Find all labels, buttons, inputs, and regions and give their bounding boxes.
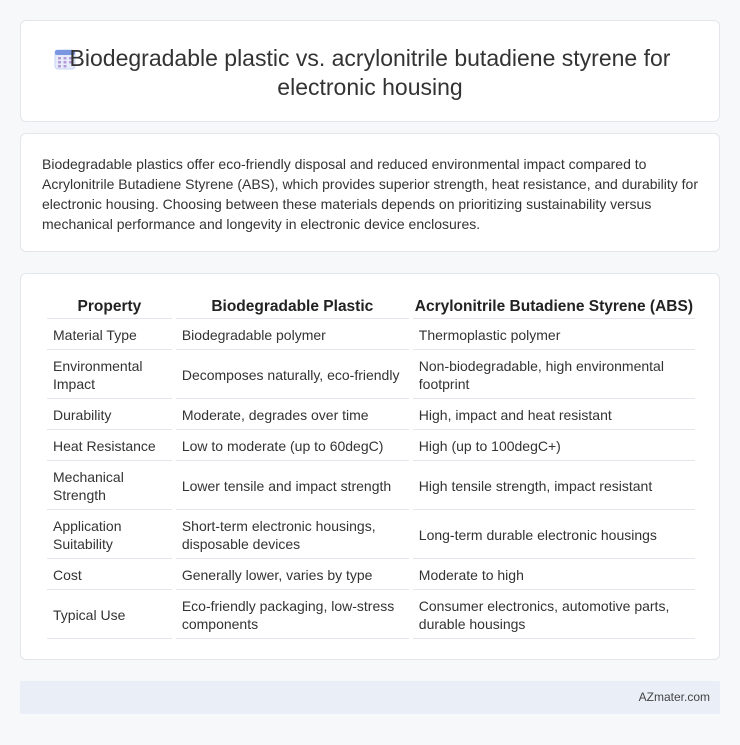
biodegradable-cell: Decomposes naturally, eco-friendly	[176, 350, 409, 399]
abs-cell: High tensile strength, impact resistant	[413, 461, 695, 510]
comparison-table	[43, 295, 699, 639]
property-cell: Application Suitability	[47, 510, 172, 559]
abs-cell: Thermoplastic polymer	[413, 319, 695, 350]
table-row	[47, 319, 695, 350]
table-row	[47, 350, 695, 399]
abs-cell: Long-term durable electronic housings	[413, 510, 695, 559]
footer-bar	[20, 681, 720, 714]
intro-paragraph: Biodegradable plastics offer eco-friendly disposal and reduced environmental impact compared to Acrylonitrile Butadiene Styrene (ABS), which provides superior strength, heat resistance, and durability for electronic housing. Choosing between these materials depends on prioritizing sustainability versus mechanical performance and longevity in electronic device enclosures.	[42, 156, 698, 232]
column-header-abs: Acrylonitrile Butadiene Styrene (ABS)	[413, 295, 695, 319]
property-cell: Typical Use	[47, 590, 172, 639]
table-row	[47, 461, 695, 510]
biodegradable-cell: Eco-friendly packaging, low-stress components	[176, 590, 409, 639]
biodegradable-cell: Generally lower, varies by type	[176, 559, 409, 590]
table-row	[47, 399, 695, 430]
abs-cell: Moderate to high	[413, 559, 695, 590]
biodegradable-cell: Low to moderate (up to 60degC)	[176, 430, 409, 461]
page-title: Biodegradable plastic vs. acrylonitrile butadiene styrene for electronic housing	[69, 45, 671, 100]
property-cell: Durability	[47, 399, 172, 430]
biodegradable-cell: Short-term electronic housings, disposable devices	[176, 510, 409, 559]
intro-card	[20, 133, 720, 252]
abs-cell: Non-biodegradable, high environmental footprint	[413, 350, 695, 399]
abs-cell: High (up to 100degC+)	[413, 430, 695, 461]
property-cell: Environmental Impact	[47, 350, 172, 399]
header-card	[20, 20, 720, 122]
column-header-biodegradable: Biodegradable Plastic	[176, 295, 409, 319]
property-cell: Heat Resistance	[47, 430, 172, 461]
table-row	[47, 510, 695, 559]
abs-cell: High, impact and heat resistant	[413, 399, 695, 430]
table-row	[47, 559, 695, 590]
property-cell: Cost	[47, 559, 172, 590]
comparison-card	[20, 273, 720, 660]
biodegradable-cell: Biodegradable polymer	[176, 319, 409, 350]
abs-cell: Consumer electronics, automotive parts, durable housings	[413, 590, 695, 639]
biodegradable-cell: Lower tensile and impact strength	[176, 461, 409, 510]
table-row	[47, 590, 695, 639]
table-header-row	[47, 295, 695, 319]
property-cell: Mechanical Strength	[47, 461, 172, 510]
table-row	[47, 430, 695, 461]
column-header-property: Property	[47, 295, 172, 319]
footer-brand: AZmater.com	[638, 690, 710, 704]
biodegradable-cell: Moderate, degrades over time	[176, 399, 409, 430]
property-cell: Material Type	[47, 319, 172, 350]
